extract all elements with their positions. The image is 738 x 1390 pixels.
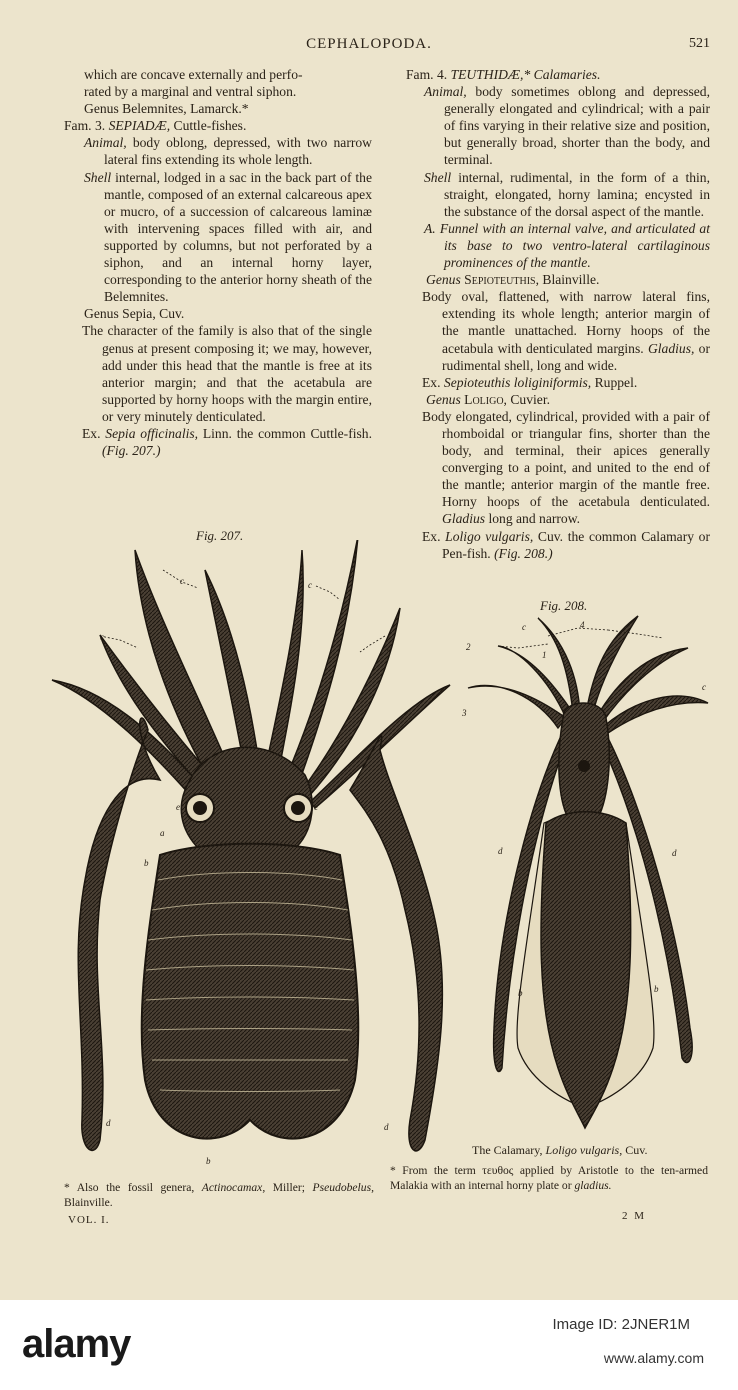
page-number: 521 [689,36,710,51]
volume-signature: VOL. I. [68,1214,110,1226]
teuthidae-shell: Shell internal, rudimental, in the form of a thin, straight, elongated, horny lamina; encysted in the substance of the dorsal aspect of the mantle. [424,169,710,219]
svg-text:d: d [672,848,677,858]
loligo-example: Ex. Loligo vulgaris, Cuv. the common Calamary or Pen-fish. (Fig. 208.) [422,528,711,561]
svg-text:e: e [314,802,318,812]
printer-signature: 2 M [622,1210,647,1222]
fig-207-label: Fig. 207. [196,528,244,543]
svg-text:d: d [384,1122,389,1132]
sepia-example: Ex. Sepia officinalis, Linn. the common Cuttle-fish. (Fig. 207.) [82,425,373,459]
division-a: A. Funnel with an internal valve, and articulated at its base to two ventro-lateral cartilaginous prominences of the mantle. [424,220,710,271]
fam-4-heading: Fam. 4. TEUTHIDÆ,* Calamaries. [406,67,601,82]
image-id-label: Image ID: 2JNER1M [552,1316,690,1333]
running-head: CEPHALOPODA. [306,36,432,52]
svg-text:d: d [498,846,503,856]
svg-text:a: a [160,828,165,838]
genus-sepia: Genus Sepia, Cuv. [84,306,185,322]
left-intro-line-2: rated by a marginal and ventral siphon. [84,84,297,100]
svg-text:3: 3 [462,708,467,718]
genus-sepioteuthis: Genus Sepioteuthis, Blainville. [426,272,600,288]
svg-text:c: c [180,576,184,586]
left-intro-line: which are concave externally and perfo- [84,67,303,82]
svg-text:1: 1 [542,650,547,660]
sepiadae-shell: Shell internal, lodged in a sac in the back part of the mantle, composed of an external calcareous apex or mucro, of a succession of calcareous laminæ with intervening spaces filled with air, and supported by columns, but not perforated by a siphon, and an internal horny layer, corresponding to the anterior horny sheath of the Belemnites. [84,169,372,305]
left-column [64,66,372,459]
svg-text:d: d [106,1118,111,1128]
right-footnote: * From the term τευθος applied by Aristotle to the ten-armed Malakia with an internal horny plate or gladius. [390,1164,708,1192]
sepioteuthis-body: Body oval, flattened, with narrow lateral fins, extending its whole length; anterior margin of the mantle unattached. Horny hoops of the acetabula with denticulated margins. Gladius, or rudimental shell, long and wide. [422,289,711,373]
alamy-logo: alamy [22,1322,131,1366]
svg-text:b: b [206,1156,211,1166]
fig-208-caption: The Calamary, Loligo vulgaris, Cuv. [472,1143,648,1157]
genus-loligo: Genus Loligo, Cuvier. [426,391,551,407]
calamary-illustration [458,608,720,1138]
svg-text:b: b [518,988,523,998]
svg-text:c: c [100,632,104,642]
svg-text:4: 4 [580,620,585,630]
svg-text:2: 2 [466,642,471,652]
watermark-bar [0,1300,738,1390]
teuthidae-animal: Animal, body sometimes oblong and depressed, generally elongated and cylindrical; with a pair of fins varying in their relative size and position, but generally broad, shorter than the body, and terminal. [424,84,710,168]
svg-text:b: b [144,858,149,868]
svg-text:b: b [654,984,659,994]
left-footnote: * Also the fossil genera, Actinocamax, Miller; Pseudobelus, Blainville. [64,1181,374,1209]
svg-text:c: c [522,622,526,632]
sepioteuthis-example: Ex. Sepioteuthis loliginiformis, Ruppel. [422,374,638,390]
svg-text:c: c [308,580,312,590]
genus-belemnites: Genus Belemnites, Lamarck.* [84,101,249,117]
right-column [406,66,710,562]
alamy-url: www.alamy.com [603,1350,704,1366]
family-character: The character of the family is also that of the single genus at present composing it; we may, however, add under this head that the mantle is free at its anterior margin; and that the acetabula are supported by horny hoops with the margin entire, or very minutely denticulated. [82,323,372,424]
cuttlefish-illustration [40,540,460,1170]
fig-208-label: Fig. 208. [540,598,588,613]
fam-3-heading: Fam. 3. SEPIADÆ, Cuttle-fishes. [64,118,247,134]
sepiadae-animal: Animal, body oblong, depressed, with two narrow lateral fins extending its whole length. [84,135,372,168]
svg-text:e: e [176,802,180,812]
svg-text:c: c [387,644,391,654]
loligo-body: Body elongated, cylindrical, provided with a pair of rhomboidal or triangular fins, shorter than the body, and terminal, their apices generally converging to a point, and united to the end of the mantle; anterior margin of the mantle free. Horny hoops of the acetabula denticulated. Gladius long and narrow. [422,408,710,527]
svg-text:c: c [702,682,706,692]
